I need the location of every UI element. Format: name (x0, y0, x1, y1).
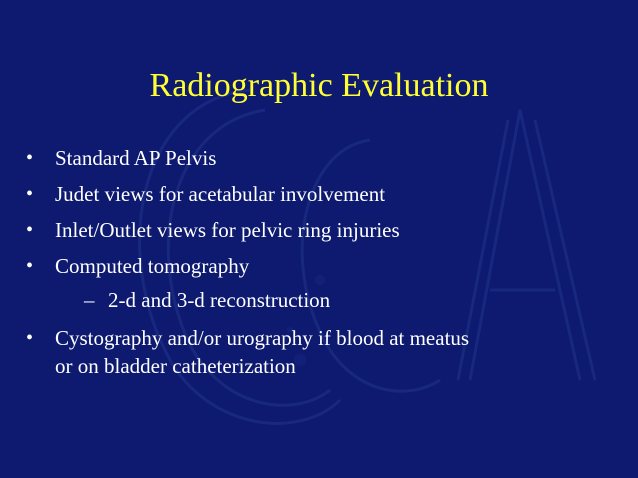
sub-bullet-item: 2-d and 3-d reconstruction (108, 288, 331, 312)
bullet-item-line-2: or on bladder catheterization (55, 354, 296, 378)
bullet-icon: • (26, 147, 34, 169)
slide-title: Radiographic Evaluation (149, 67, 489, 104)
bullet-item: Inlet/Outlet views for pelvic ring injuries (55, 218, 400, 242)
bullet-icon: • (26, 327, 34, 349)
bullet-icon: • (26, 219, 34, 241)
bullet-item-line-1: Cystography and/or urography if blood at meatus (55, 326, 470, 350)
bullet-item: Computed tomography (55, 254, 250, 278)
sub-bullet-dash-icon: – (84, 288, 95, 312)
bullet-item: Judet views for acetabular involvement (55, 182, 386, 206)
bullet-item: Standard AP Pelvis (55, 146, 217, 170)
bullet-icon: • (26, 183, 34, 205)
bullet-icon: • (26, 255, 34, 277)
